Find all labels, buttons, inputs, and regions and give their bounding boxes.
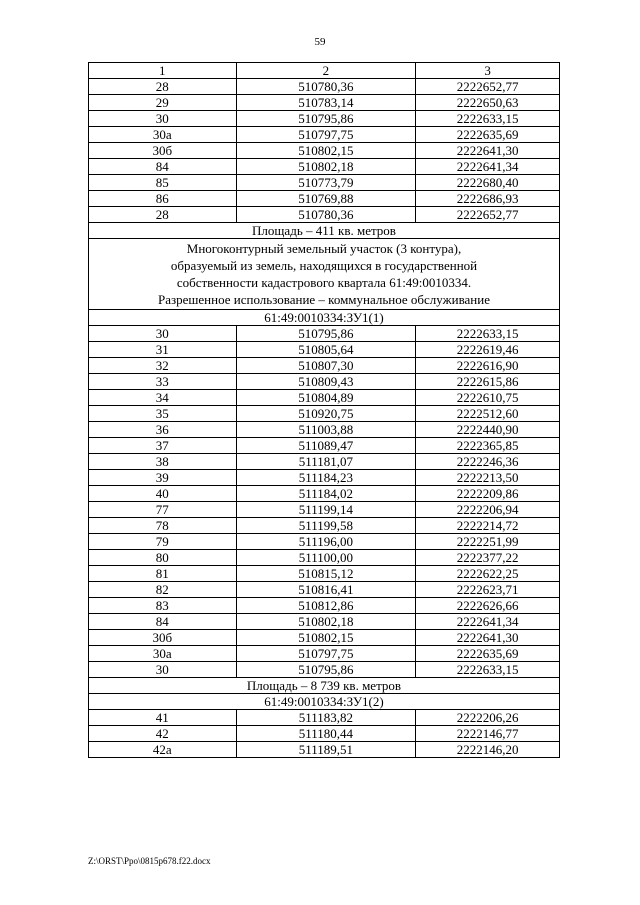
x-coordinate-cell: 510802,18 [236,159,416,175]
table-row [89,326,560,342]
y-coordinate-cell: 2222206,26 [416,710,560,726]
contour-title: 61:49:0010334:ЗУ1(1) [89,310,560,326]
x-coordinate-cell: 511184,23 [236,470,416,486]
y-coordinate-cell: 2222440,90 [416,422,560,438]
table-row [89,726,560,742]
y-coordinate-cell: 2222626,66 [416,598,560,614]
table-row [89,207,560,223]
y-coordinate-cell: 2222652,77 [416,207,560,223]
point-number-cell: 28 [89,207,237,223]
y-coordinate-cell: 2222616,90 [416,358,560,374]
y-coordinate-cell: 2222641,30 [416,630,560,646]
y-coordinate-cell: 2222377,22 [416,550,560,566]
point-number-cell: 85 [89,175,237,191]
column-header: 2 [236,63,416,79]
x-coordinate-cell: 510780,36 [236,79,416,95]
y-coordinate-cell: 2222251,99 [416,534,560,550]
x-coordinate-cell: 511199,58 [236,518,416,534]
point-number-cell: 30а [89,646,237,662]
x-coordinate-cell: 510804,89 [236,390,416,406]
column-header: 3 [416,63,560,79]
point-number-cell: 33 [89,374,237,390]
x-coordinate-cell: 510773,79 [236,175,416,191]
table-row [89,422,560,438]
x-coordinate-cell: 511003,88 [236,422,416,438]
table-row [89,598,560,614]
point-number-cell: 81 [89,566,237,582]
x-coordinate-cell: 510802,18 [236,614,416,630]
coordinates-table [88,62,560,758]
table-row [89,390,560,406]
table-row [89,191,560,207]
table-row [89,159,560,175]
point-number-cell: 29 [89,95,237,111]
table-row [89,710,560,726]
table-row [89,358,560,374]
table-row [89,111,560,127]
y-coordinate-cell: 2222652,77 [416,79,560,95]
table-row [89,342,560,358]
area-label: Площадь – 8 739 кв. метров [89,678,560,694]
table-row [89,406,560,422]
table-row [89,566,560,582]
table-row [89,518,560,534]
point-number-cell: 34 [89,390,237,406]
table-row [89,502,560,518]
y-coordinate-cell: 2222365,85 [416,438,560,454]
x-coordinate-cell: 510802,15 [236,143,416,159]
contour-title-row [89,310,560,326]
point-number-cell: 42а [89,742,237,758]
point-number-cell: 30б [89,143,237,159]
point-number-cell: 84 [89,159,237,175]
x-coordinate-cell: 510795,86 [236,662,416,678]
y-coordinate-cell: 2222146,20 [416,742,560,758]
x-coordinate-cell: 510920,75 [236,406,416,422]
x-coordinate-cell: 510812,86 [236,598,416,614]
table-row [89,175,560,191]
point-number-cell: 83 [89,598,237,614]
x-coordinate-cell: 511100,00 [236,550,416,566]
y-coordinate-cell: 2222633,15 [416,326,560,342]
table-row [89,662,560,678]
parcel-description [89,239,560,310]
description-line: образуемый из земель, находящихся в государственной [170,258,478,273]
footer-file-path: Z:\ORST\Ppo\0815p678.f22.docx [88,856,211,866]
table-row [89,486,560,502]
y-coordinate-cell: 2222622,25 [416,566,560,582]
point-number-cell: 80 [89,550,237,566]
x-coordinate-cell: 510805,64 [236,342,416,358]
y-coordinate-cell: 2222512,60 [416,406,560,422]
y-coordinate-cell: 2222619,46 [416,342,560,358]
point-number-cell: 77 [89,502,237,518]
point-number-cell: 36 [89,422,237,438]
table-row [89,79,560,95]
point-number-cell: 30 [89,662,237,678]
y-coordinate-cell: 2222214,72 [416,518,560,534]
x-coordinate-cell: 510816,41 [236,582,416,598]
area-label: Площадь – 411 кв. метров [89,223,560,239]
point-number-cell: 28 [89,79,237,95]
table-row [89,630,560,646]
description-line: Многоконтурный земельный участок (3 контура), [186,241,462,256]
y-coordinate-cell: 2222633,15 [416,111,560,127]
point-number-cell: 40 [89,486,237,502]
point-number-cell: 86 [89,191,237,207]
x-coordinate-cell: 510802,15 [236,630,416,646]
point-number-cell: 39 [89,470,237,486]
point-number-cell: 37 [89,438,237,454]
x-coordinate-cell: 510783,14 [236,95,416,111]
point-number-cell: 84 [89,614,237,630]
table-row [89,438,560,454]
table-row [89,374,560,390]
point-number-cell: 32 [89,358,237,374]
parcel-description-row [89,239,560,310]
y-coordinate-cell: 2222213,50 [416,470,560,486]
y-coordinate-cell: 2222146,77 [416,726,560,742]
table-row [89,534,560,550]
x-coordinate-cell: 510795,86 [236,326,416,342]
x-coordinate-cell: 510809,43 [236,374,416,390]
point-number-cell: 78 [89,518,237,534]
x-coordinate-cell: 511196,00 [236,534,416,550]
x-coordinate-cell: 510795,86 [236,111,416,127]
point-number-cell: 42 [89,726,237,742]
point-number-cell: 35 [89,406,237,422]
x-coordinate-cell: 510815,12 [236,566,416,582]
y-coordinate-cell: 2222206,94 [416,502,560,518]
point-number-cell: 82 [89,582,237,598]
y-coordinate-cell: 2222610,75 [416,390,560,406]
x-coordinate-cell: 510797,75 [236,646,416,662]
x-coordinate-cell: 511184,02 [236,486,416,502]
table-row [89,454,560,470]
y-coordinate-cell: 2222641,30 [416,143,560,159]
y-coordinate-cell: 2222633,15 [416,662,560,678]
x-coordinate-cell: 511183,82 [236,710,416,726]
table-row [89,550,560,566]
point-number-cell: 30 [89,326,237,342]
table-header-row [89,63,560,79]
x-coordinate-cell: 511199,14 [236,502,416,518]
table-row [89,470,560,486]
x-coordinate-cell: 510769,88 [236,191,416,207]
y-coordinate-cell: 2222680,40 [416,175,560,191]
point-number-cell: 30а [89,127,237,143]
contour-title: 61:49:0010334:ЗУ1(2) [89,694,560,710]
table-row [89,614,560,630]
area-label-row [89,223,560,239]
description-line: собственности кадастрового квартала 61:49:0010334. [176,275,472,290]
y-coordinate-cell: 2222635,69 [416,646,560,662]
contour-title-row [89,694,560,710]
area-label-row [89,678,560,694]
point-number-cell: 41 [89,710,237,726]
x-coordinate-cell: 510780,36 [236,207,416,223]
y-coordinate-cell: 2222635,69 [416,127,560,143]
point-number-cell: 30б [89,630,237,646]
description-line: Разрешенное использование – коммунальное обслуживание [157,292,490,307]
x-coordinate-cell: 510807,30 [236,358,416,374]
table-row [89,95,560,111]
table-row [89,582,560,598]
point-number-cell: 30 [89,111,237,127]
y-coordinate-cell: 2222246,36 [416,454,560,470]
table-row [89,127,560,143]
x-coordinate-cell: 511189,51 [236,742,416,758]
y-coordinate-cell: 2222641,34 [416,159,560,175]
point-number-cell: 31 [89,342,237,358]
x-coordinate-cell: 511181,07 [236,454,416,470]
x-coordinate-cell: 510797,75 [236,127,416,143]
y-coordinate-cell: 2222686,93 [416,191,560,207]
x-coordinate-cell: 511089,47 [236,438,416,454]
coordinates-table-body [89,63,560,758]
y-coordinate-cell: 2222650,63 [416,95,560,111]
y-coordinate-cell: 2222209,86 [416,486,560,502]
table-row [89,143,560,159]
point-number-cell: 38 [89,454,237,470]
page-number: 59 [314,36,326,48]
point-number-cell: 79 [89,534,237,550]
table-row [89,742,560,758]
y-coordinate-cell: 2222615,86 [416,374,560,390]
x-coordinate-cell: 511180,44 [236,726,416,742]
table-row [89,646,560,662]
y-coordinate-cell: 2222641,34 [416,614,560,630]
y-coordinate-cell: 2222623,71 [416,582,560,598]
column-header: 1 [89,63,237,79]
